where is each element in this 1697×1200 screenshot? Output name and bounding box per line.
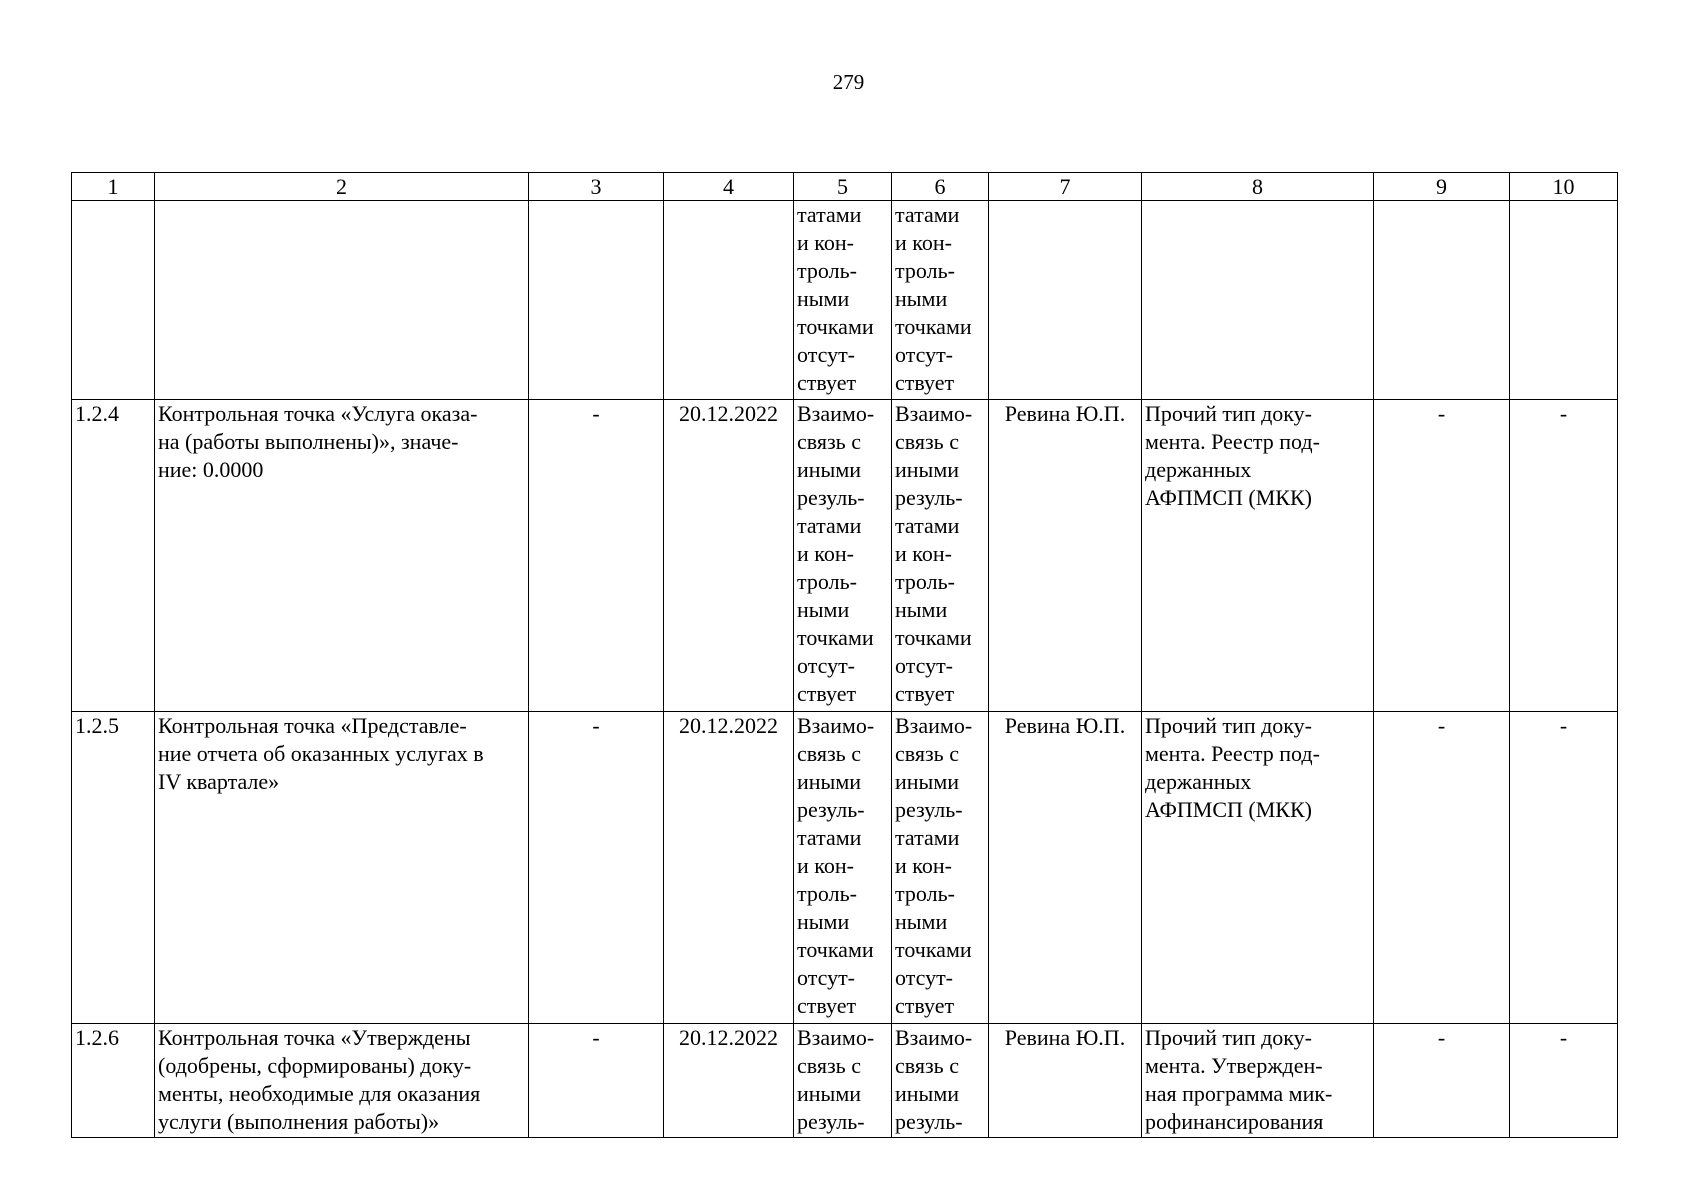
table-row: [72, 1024, 1618, 1138]
table-row: [72, 400, 1618, 712]
row-description: Контрольная точка «Услуга оказа- на (работы выполнены)», значе- ние: 0.0000: [155, 400, 529, 712]
row-col10: [1510, 201, 1618, 400]
row-document: Прочий тип доку- мента. Утвержден- ная программа мик- рофинансирования: [1142, 1024, 1374, 1138]
column-header: 7: [989, 173, 1142, 201]
row-col9: -: [1374, 712, 1510, 1024]
row-col3: -: [529, 400, 664, 712]
row-col3: -: [529, 1024, 664, 1138]
row-col9: -: [1374, 1024, 1510, 1138]
column-header: 5: [794, 173, 892, 201]
row-number: [72, 201, 155, 400]
table-row: [72, 201, 1618, 400]
page-number: 279: [832, 70, 865, 94]
row-col3: [529, 201, 664, 400]
table-row: [72, 712, 1618, 1024]
row-col9: -: [1374, 400, 1510, 712]
row-col9: [1374, 201, 1510, 400]
row-description: [155, 201, 529, 400]
row-col6: Взаимо- связь с иными резуль- татами и кон- троль- ными точками отсут- ствует: [892, 712, 989, 1024]
column-header: 3: [529, 173, 664, 201]
row-date: 20.12.2022: [664, 1024, 794, 1138]
row-date: 20.12.2022: [664, 400, 794, 712]
row-date: [664, 201, 794, 400]
row-col10: -: [1510, 1024, 1618, 1138]
row-document: [1142, 201, 1374, 400]
row-document: Прочий тип доку- мента. Реестр под- держанных АФПМСП (МКК): [1142, 400, 1374, 712]
row-col5: Взаимо- связь с иными резуль-: [794, 1024, 892, 1138]
column-header: 4: [664, 173, 794, 201]
row-responsible: Ревина Ю.П.: [989, 712, 1142, 1024]
row-col5: Взаимо- связь с иными резуль- татами и кон- троль- ными точками отсут- ствует: [794, 712, 892, 1024]
column-header: 9: [1374, 173, 1510, 201]
row-col5: татами и кон- троль- ными точками отсут- ствует: [794, 201, 892, 400]
row-col6: татами и кон- троль- ными точками отсут- ствует: [892, 201, 989, 400]
row-responsible: Ревина Ю.П.: [989, 400, 1142, 712]
row-number: 1.2.5: [72, 712, 155, 1024]
row-date: 20.12.2022: [664, 712, 794, 1024]
column-header: 10: [1510, 173, 1618, 201]
column-header: 1: [72, 173, 155, 201]
column-header: 8: [1142, 173, 1374, 201]
column-header: 6: [892, 173, 989, 201]
column-header: 2: [155, 173, 529, 201]
row-number: 1.2.6: [72, 1024, 155, 1138]
table-header-row: [72, 173, 1618, 201]
row-description: Контрольная точка «Утверждены (одобрены, сформированы) доку- менты, необходимые для оказания услуги (выполнения работы)»: [155, 1024, 529, 1138]
row-responsible: Ревина Ю.П.: [989, 1024, 1142, 1138]
row-number: 1.2.4: [72, 400, 155, 712]
row-description: Контрольная точка «Представле- ние отчета об оказанных услугах в IV квартале»: [155, 712, 529, 1024]
row-col3: -: [529, 712, 664, 1024]
row-document: Прочий тип доку- мента. Реестр под- держанных АФПМСП (МКК): [1142, 712, 1374, 1024]
row-col10: -: [1510, 712, 1618, 1024]
row-col6: Взаимо- связь с иными резуль-: [892, 1024, 989, 1138]
row-responsible: [989, 201, 1142, 400]
row-col6: Взаимо- связь с иными резуль- татами и кон- троль- ными точками отсут- ствует: [892, 400, 989, 712]
control-points-table: [71, 172, 1618, 1138]
row-col10: -: [1510, 400, 1618, 712]
row-col5: Взаимо- связь с иными резуль- татами и кон- троль- ными точками отсут- ствует: [794, 400, 892, 712]
